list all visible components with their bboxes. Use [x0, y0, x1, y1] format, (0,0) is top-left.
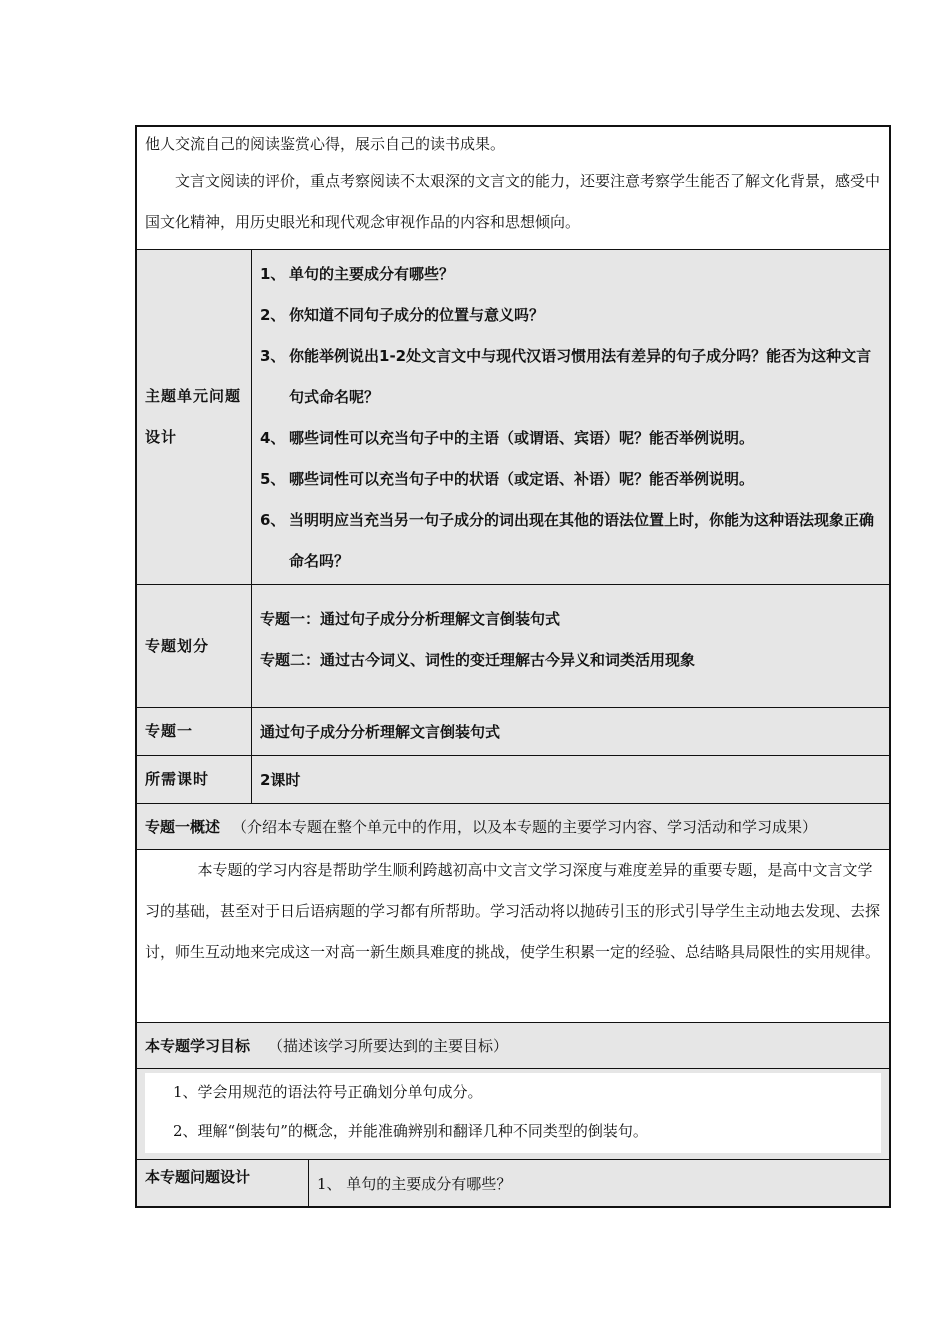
hours-value: 2课时	[260, 771, 301, 789]
topic-questions-row	[137, 1160, 889, 1208]
list-item: 4、 哪些词性可以充当句子中的主语（或谓语、宾语）呢？能否举例说明。	[260, 429, 755, 447]
topic-questions-label: 本专题问题设计	[145, 1168, 251, 1186]
unit-questions-list	[260, 250, 881, 590]
goals-label: 本专题学习目标	[145, 1037, 251, 1055]
hours-row	[137, 756, 889, 804]
overview-label: 专题一概述	[145, 818, 221, 836]
list-item: 5、 哪些词性可以充当句子中的状语（或定语、补语）呢？能否举例说明。	[260, 470, 755, 488]
goal-item: 1、学会用规范的语法符号正确划分单句成分。	[173, 1083, 483, 1101]
topic-division-row	[137, 585, 889, 708]
list-item: 1、 单句的主要成分有哪些？	[260, 265, 455, 283]
lesson-plan-table	[135, 125, 891, 1208]
overview-body: 本专题的学习内容是帮助学生顺利跨越初高中文言文学习深度与难度差异的重要专题，是高中文言文学习的基础，甚至对于日后语病题的学习都有所帮助。学习活动将以抛砖引玉的形式引导学生主动地去发现、去探讨，师生互动地来完成这一对高一新生颇具难度的挑战，使学生积累一定的经验、总结略具局限性的实用规律。	[145, 861, 881, 961]
topic-division-item: 专题二：通过古今词义、词性的变迁理解古今异义和词类活用现象	[260, 651, 696, 669]
intro-paragraph: 文言文阅读的评价，重点考察阅读不太艰深的文言文的能力，还要注意考察学生能否了解文化背景，感受中国文化精神，用历史眼光和现代观念审视作品的内容和思想倾向。	[145, 172, 881, 231]
topic-questions-first: 1、 单句的主要成分有哪些？	[317, 1174, 512, 1193]
overview-header-row	[137, 804, 889, 850]
list-item: 3、 你能举例说出1-2处文言文中与现代汉语习惯用法有差异的句子成分吗？能否为这种文言句式命名呢？	[260, 347, 872, 406]
list-item: 6、 当明明应当充当另一句子成分的词出现在其他的语法位置上时，你能为这种语法现象正确命名吗？	[260, 511, 875, 570]
topic-division-item: 专题一：通过句子成分分析理解文言倒装句式	[260, 610, 561, 628]
list-item: 2、 你知道不同句子成分的位置与意义吗？	[260, 306, 545, 324]
intro-line: 他人交流自己的阅读鉴赏心得，展示自己的读书成果。	[145, 135, 506, 153]
topic-one-value: 通过句子成分分析理解文言倒装句式	[260, 723, 501, 741]
unit-questions-label: 主题单元问题设计	[145, 387, 242, 446]
goals-body-row	[137, 1069, 889, 1160]
topic-one-row	[137, 708, 889, 756]
goals-note: （描述该学习所要达到的主要目标）	[268, 1037, 509, 1055]
goals-header-row	[137, 1023, 889, 1069]
topic-one-label: 专题一	[145, 722, 194, 740]
hours-label: 所需课时	[145, 770, 210, 788]
overview-body-row	[137, 850, 889, 1023]
topic-division-label: 专题划分	[145, 636, 210, 655]
goal-item: 2、理解“倒装句”的概念，并能准确辨别和翻译几种不同类型的倒装句。	[173, 1122, 648, 1140]
intro-row	[137, 127, 889, 250]
unit-questions-row	[137, 250, 889, 585]
overview-note: （介绍本专题在整个单元中的作用，以及本专题的主要学习内容、学习活动和学习成果）	[232, 818, 818, 836]
